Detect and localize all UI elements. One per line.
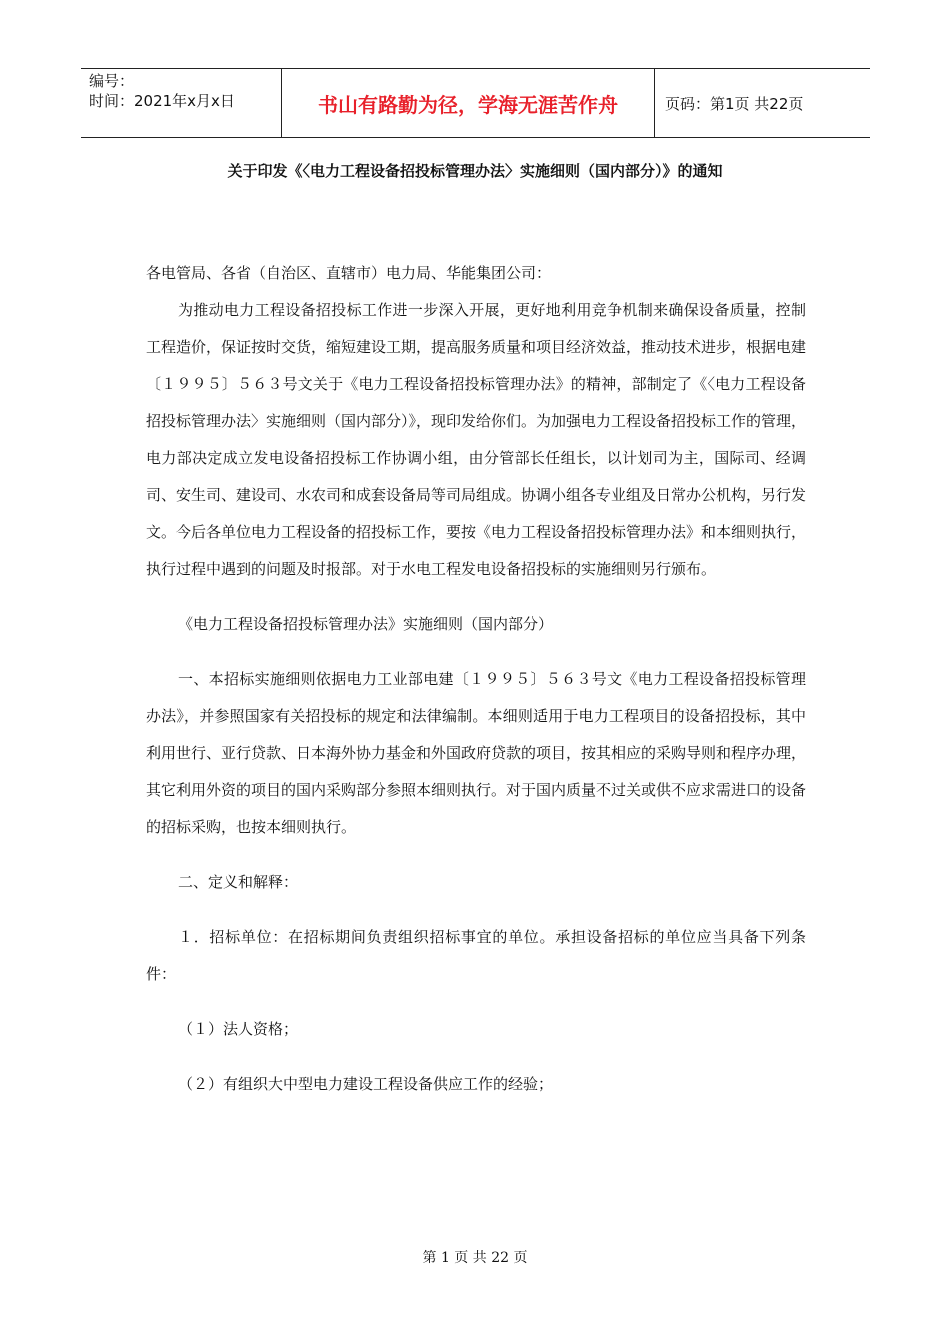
salutation-paragraph: 各电管局、各省（自治区、直辖市）电力局、华能集团公司： (146, 264, 552, 282)
section-heading: 二、定义和解释： (178, 873, 299, 891)
body-paragraph: １．招标单位：在招标期间负责组织招标事宜的单位。承担设备招标的单位应当具备下列条件： (146, 928, 806, 983)
document-body (146, 255, 806, 1103)
header-motto-cell (282, 69, 655, 137)
body-paragraph: 为推动电力工程设备招投标工作进一步深入开展，更好地利用竞争机制来确保设备质量，控制工程造价，保证按时交货，缩短建设工期，提高服务质量和项目经济效益，推动技术进步，根据电建〔１９９５〕５６３号文关于《电力工程设备招投标管理办法》的精神，部制定了《〈电力工程设备招投标管理办法〉实施细则（国内部分）》，现印发给你们。为加强电力工程设备招投标工作的管理，电力部决定成立发电设备招投标工作协调小组，由分管部长任组长，以计划司为主，国际司、经调司、安生司、建设司、水农司和成套设备局等司局组成。协调小组各专业组及日常办公机构，另行发文。今后各单位电力工程设备的招投标工作，要按《电力工程设备招投标管理办法》和本细则执行，执行过程中遇到的问题及时报部。对于水电工程发电设备招投标的实施细则另行颁布。 (146, 301, 807, 578)
header-page-cell (655, 69, 870, 137)
list-item: （１）法人资格； (178, 1020, 299, 1038)
header-table (81, 68, 870, 138)
header-meta-cell (81, 69, 282, 137)
document-title: 关于印发《〈电力工程设备招投标管理办法〉实施细则（国内部分）》的通知 (227, 162, 723, 180)
body-paragraph: 一、本招标实施细则依据电力工业部电建〔１９９５〕５６３号文《电力工程设备招投标管理办法》，并参照国家有关招投标的规定和法律编制。本细则适用于电力工程项目的设备招投标，其中利用世行、亚行贷款、日本海外协力基金和外国政府贷款的项目，按其相应的采购导则和程序办理，其它利用外资的项目的国内采购部分参照本细则执行。对于国内质量不过关或供不应求需进口的设备的招标采购，也按本细则执行。 (146, 670, 807, 836)
section-heading: 《电力工程设备招投标管理办法》实施细则（国内部分） (178, 615, 554, 633)
header-motto: 书山有路勤为径，学海无涯苦作舟 (318, 92, 618, 117)
document-time-label: 时间：2021年x月x日 (89, 92, 235, 110)
document-number-label: 编号： (89, 72, 135, 90)
page-footer: 第 1 页 共 22 页 (422, 1250, 528, 1266)
list-item: （２）有组织大中型电力建设工程设备供应工作的经验； (178, 1075, 554, 1093)
header-page-info: 页码：第1页 共22页 (665, 94, 804, 113)
